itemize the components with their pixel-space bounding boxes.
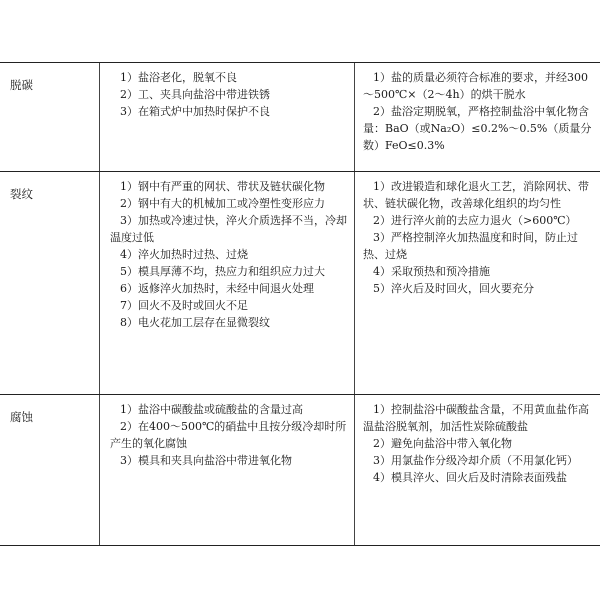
causes-cell [100,172,355,394]
defect-name: 裂纹 [0,172,100,394]
cause-item: 7）回火不及时或回火不足 [120,299,248,312]
defect-name: 脱碳 [0,63,100,171]
cause-item: 3）加热或冷速过快，淬火介质选择不当，冷却温度过低 [110,214,347,244]
cause-item: 8）电火花加工层存在显微裂纹 [120,316,270,329]
measure-item: 1）控制盐浴中碳酸盐含量，不用黄血盐作高温盐浴脱氧剂，加活性炭除硫酸盐 [363,403,589,433]
measures-cell [355,172,600,394]
table-row [0,172,600,395]
cause-item: 2）在400～500℃的硝盐中且按分级冷却时所产生的氧化腐蚀 [110,420,347,450]
cause-item: 1）钢中有严重的网状、带状及链状碳化物 [120,180,325,193]
cause-item: 1）盐浴老化，脱氧不良 [120,71,237,84]
measure-item: 4）采取预热和预冷措施 [373,265,490,278]
cause-item: 2）钢中有大的机械加工或冷塑性变形应力 [120,197,325,210]
measure-item: 1）改进锻造和球化退火工艺，消除网状、带状、链状碳化物，改善球化组织的均匀性 [363,180,589,210]
measure-item: 4）模具淬火、回火后及时清除表面残盐 [373,471,567,484]
measure-item: 3）严格控制淬火加热温度和时间，防止过热、过烧 [363,231,578,261]
table-row [0,395,600,546]
cause-item: 3）在箱式炉中加热时保护不良 [120,105,270,118]
cause-item: 1）盐浴中碳酸盐或硫酸盐的含量过高 [120,403,303,416]
measure-item: 3）用氯盐作分级冷却介质（不用氯化钙） [373,454,578,467]
causes-cell [100,395,355,545]
cause-item: 4）淬火加热时过热、过烧 [120,248,248,261]
table-row [0,63,600,172]
causes-cell [100,63,355,171]
measure-item: 5）淬火后及时回火，回火要充分 [373,282,534,295]
measures-cell [355,63,600,171]
measure-item: 2）进行淬火前的去应力退火（>600℃） [373,214,577,227]
defect-table [0,62,600,546]
measure-item: 2）避免向盐浴中带入氧化物 [373,437,512,450]
defect-name: 腐蚀 [0,395,100,545]
cause-item: 5）模具厚薄不均，热应力和组织应力过大 [120,265,325,278]
cause-item: 6）返修淬火加热时，未经中间退火处理 [120,282,314,295]
measure-item: 1）盐的质量必须符合标准的要求，并经300～500℃×（2～4h）的烘干脱水 [363,71,588,101]
measures-cell [355,395,600,545]
measure-item: 2）盐浴定期脱氧，严格控制盐浴中氧化物含量：BaO（或Na₂O）≤0.2%～0.5%（质量分数）FeO≤0.3% [363,105,592,152]
cause-item: 2）工、夹具向盐浴中带进铁锈 [120,88,270,101]
cause-item: 3）模具和夹具向盐浴中带进氧化物 [120,454,292,467]
